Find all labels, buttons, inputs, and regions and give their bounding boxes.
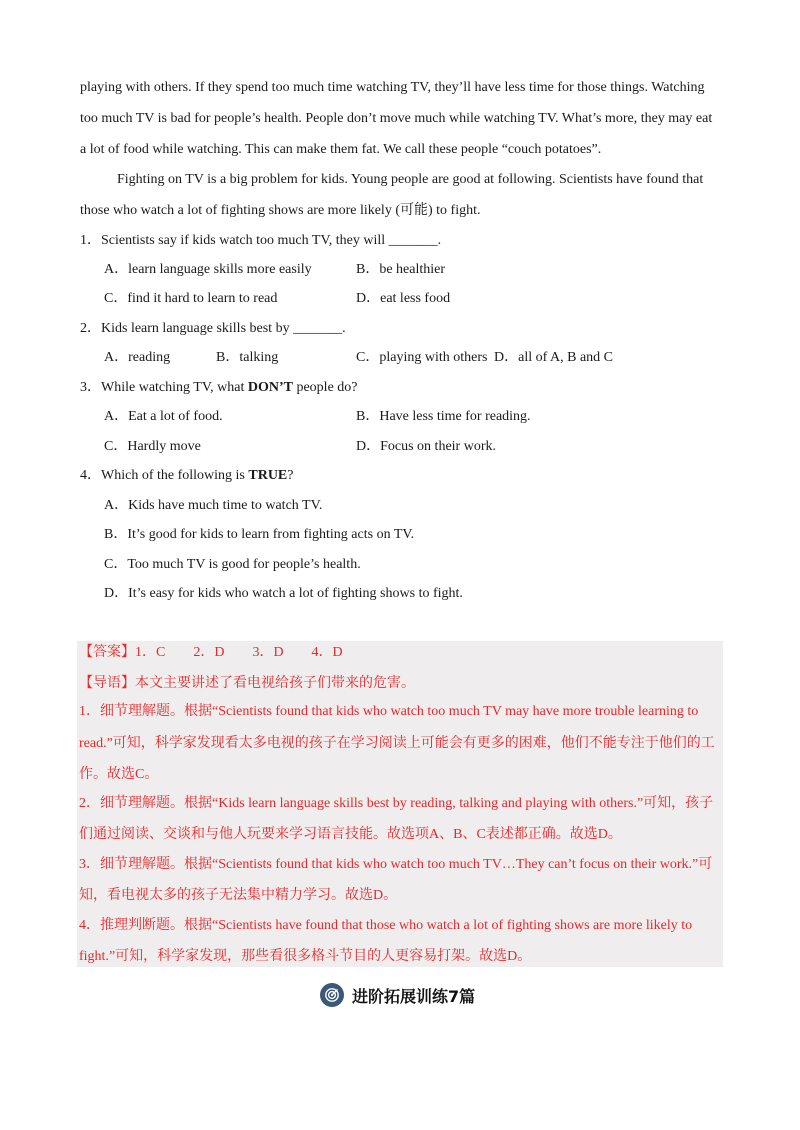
question-3-option-c: C．Hardly move [104,439,201,454]
passage-paragraph-2 [80,164,722,226]
question-1-option-d: D．eat less food [356,291,451,306]
question-4-stem [80,466,294,486]
target-icon [320,983,344,1007]
explanation-line: 4．推理判断题。根据“Scientists have found that those who watch a lot of fighting shows are more likely to [79,918,693,933]
passage-paragraph-1 [80,72,722,165]
explanation-line: 2．细节理解题。根据“Kids learn language skills best by reading, talking and playing with others.”可知，孩子 [79,796,714,811]
question-4-option-c: C．Too much TV is good for people’s health. [104,557,361,572]
question-3-option-b: B．Have less time for reading. [356,409,531,424]
question-4-option-b: B．It’s good for kids to learn from fighting acts on TV. [104,527,415,542]
answer-key: 【答案】1．C 2．D 3．D 4．D [79,645,343,660]
question-3-stem-post: people do? [292,380,358,395]
explanation-line: 们通过阅读、交谈和与他人玩要来学习语言技能。故选项A、B、C表述都正确。故选D。 [79,827,622,842]
passage-line: too much TV is bad for people’s health. People don’t move much while watching TV. What’s more, they may eat [80,111,713,126]
question-4-stem-emphasis: TRUE [248,468,288,483]
question-4-option-d: D．It’s easy for kids who watch a lot of fighting shows to fight. [104,586,463,601]
question-2-option-d: D．all of A, B and C [494,350,613,365]
explanation-line: 1．细节理解题。根据“Scientists found that kids who watch too much TV may have more trouble learning to [79,704,699,719]
question-3-option-a: A．Eat a lot of food. [104,409,223,424]
question-1-option-a: A．learn language skills more easily [104,262,312,277]
answer-guide: 【导语】本文主要讲述了看电视给孩子们带来的危害。 [79,676,415,691]
section-title: 进阶拓展训练7篇 [352,986,476,1006]
question-4-option-a: A．Kids have much time to watch TV. [104,498,323,513]
question-2-option-a: A．reading [104,350,171,365]
explanation-line: read.”可知，科学家发现看太多电视的孩子在学习阅读上可能会有更多的困难，他们不能专注于他们的工 [79,736,715,751]
question-1-stem: 1．Scientists say if kids watch too much TV, they will _______. [80,233,442,248]
question-4-stem-post: ? [287,468,294,483]
question-3-stem [80,378,358,398]
question-2-option-c: C．playing with others [356,350,488,365]
section-heading [320,980,475,1010]
explanation-line: 作。故选C。 [79,767,159,782]
explanation-line: 知，看电视太多的孩子无法集中精力学习。故选D。 [79,888,398,903]
passage-line: those who watch a lot of fighting shows are more likely (可能) to fight. [80,203,481,218]
explanation-line: fight.”可知，科学家发现，那些看很多格斗节目的人更容易打架。故选D。 [79,949,532,964]
question-4-stem-pre: 4．Which of the following is [80,468,249,483]
passage-line: playing with others. If they spend too much time watching TV, they’ll have less time for those things. Watching [80,80,705,95]
passage-line: a lot of food while watching. This can make them fat. We call these people “couch potatoes”. [80,142,602,157]
question-1-option-b: B．be healthier [356,262,446,277]
question-2-option-b: B．talking [216,350,279,365]
passage-line: Fighting on TV is a big problem for kids. Young people are good at following. Scientists have found that [117,172,704,187]
question-3-option-d: D．Focus on their work. [356,439,496,454]
question-3-stem-emphasis: DON’T [247,380,293,395]
question-2-stem: 2．Kids learn language skills best by _______. [80,321,346,336]
explanation-line: 3．细节理解题。根据“Scientists found that kids who watch too much TV…They can’t focus on their work.”可 [79,857,713,872]
question-1-option-c: C．find it hard to learn to read [104,291,278,306]
question-3-stem-pre: 3．While watching TV, what [80,380,248,395]
